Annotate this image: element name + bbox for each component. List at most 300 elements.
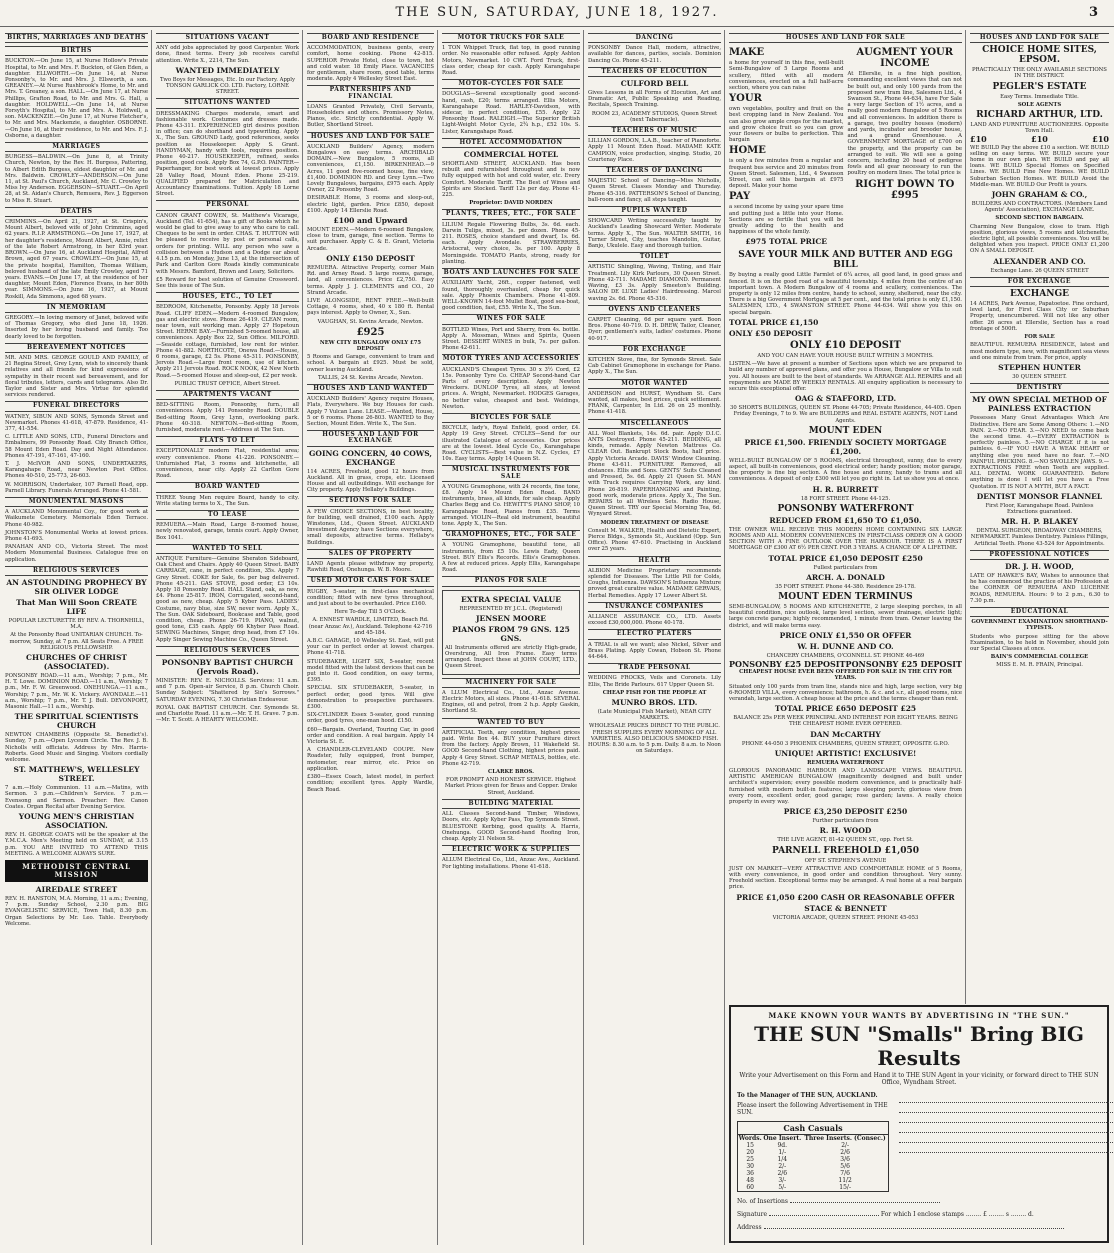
hotel-proprietor: Proprietor: DAVID NORDEN	[469, 200, 553, 207]
ad-headline: PARNELL FREEHOLD £1,050	[771, 845, 920, 856]
church-services: NEWTON CHAMBERS (Opposite St. Benedict's). Sunday, 7 p.m.—Open Lyceum Circle. The Rev. J. B. Nicholls will officiate. Address by Mrs. Harris-Roberts. Good Music and Singing. Visitors cordially welcome.	[5, 732, 148, 764]
agent-name: VAUGHAN, St. Kevins Arcade, Newton.	[317, 318, 424, 325]
section-heading: SECTIONS FOR SALE	[307, 496, 434, 506]
piano-headline: EXTRA SPECIAL VALUE	[461, 594, 561, 604]
page-number: 3	[1088, 5, 1100, 20]
ad-price: ONLY £50 DEPOSIT	[729, 328, 813, 338]
signature-label: Signature	[737, 1211, 768, 1218]
sun-smalls-form	[729, 1005, 1109, 1243]
piano-details: All Instruments offered are strictly High-grade, Overstrung, All Iron Frame. Easy terms arranged. Inspect these at JOHN COURT, LTD., Queen Street.	[445, 644, 577, 670]
section-heading: OVENS AND CLEANERS	[588, 305, 721, 315]
classified-ad: Gives Lessons in all Forms of Elocution, Art and Dramatic Art, Public Speaking and Reading, Recitals, Speech Training.	[588, 90, 721, 109]
agent-name: BAIN'S COMMERCIAL COLLEGE	[990, 654, 1089, 661]
section-heading: BIRTHS, MARRIAGES AND DEATHS	[5, 33, 148, 43]
classified-ad: EXCEPTIONALLY modern Flat, residential area; every convenience. Phone 41-226. PONSONBY.—Unfurnished Flat, 3 rooms and kitchenette, all conveniences, near city. Apply 22 Carlton Gore Road.	[156, 448, 299, 480]
ad-text: Situated only 100 yards from tram line, stands nice and high, large section, very big 6-ROOMED VILLA, every convenience; bathroom, h. & c. and s.r., all good rooms, nice verandah, large section. A cheap house at the price and the terms cheaper than rent.	[729, 683, 962, 702]
section-heading: DEATHS	[5, 207, 148, 217]
section-heading: PIANOS FOR SALE	[442, 576, 580, 586]
classified-ad: BED-SITTING Room, Ponsonby, furn., all conveniences. Apply 141 Ponsonby Road. DOUBLE Bed-sitting Room, Grey Lynn, overlooking park. Phone 40-318. NEWTON.—Bed-sitting Room, furnished, moderate rent.—Address at The Sun.	[156, 402, 299, 433]
section-heading: EDUCATIONAL	[970, 607, 1109, 617]
rates-cell: 1/-	[778, 1149, 787, 1156]
agent-name: ARCH. A. DONALD	[806, 572, 885, 582]
dealer-name: CLARKE BROS.	[488, 769, 534, 776]
ad-text: Possesses Many Great Advantages Which Are Distinctive. Here are Some Among Others: 1.—NO PAIN. 2.—NO FEAR. 3.—NO NEED to come back the second time. 4.—EVERY EXTRACTION is perfectly painless. 5.—NO CHARGE if it is not painless. 6.—IF YOU HAVE A WEAK HEART or anything else you need have no fear. 7.—NO PAINFUL PRICKING. 8.—NO SWOLLEN JAWS. 9.—EXTRACTIONS FREE when Teeth are supplied. ALL DENTAL WORK GUARANTEED. Before anything is done I will let you have a Free Quotation. IT IS NOT A MYTH, BUT A FACT.	[970, 415, 1109, 490]
classified-ad: THREE Young Men require Board, handy to city. Write stating terms to X., The Sun.	[156, 494, 299, 507]
funeral-director-ad: T. J. McIVOR AND SONS, UNDERTAKERS, Karangahape Road, near Newton Post Office. Phones 40-510, 25-773, 26-603.	[5, 460, 148, 480]
agent-details: 18 FORT STREET. Phone 44-125.	[800, 495, 891, 502]
classified-ad: 1 TON Whippet Truck, flat top, in good running order. No reasonable offer refused. Apply Ashton Motors, Newmarket. 10 CWT. Ford Truck, first-class order, cheap for cash. Apply Karangahape Road.	[442, 45, 580, 77]
agent-details: 30 SHORTS BUILDINGS, QUEEN ST. Phone 44-705; Private Residence, 44-405. Open Friday Evenings, 7 to 9. We are BUILDERS and REAL ESTATE AGENTS, NOT Land Agents.	[730, 405, 961, 424]
classified-ad: BICYCLE, lady's, Royal Enfield, good order, £4. Apply 19 Grey Street. CYCLES—Send for our illustrated Catalogue of accessories. Our prices are at the lowest. Ideal Cycle Co., Karangahape Road. CYCLISTS—Best value in N.Z. Cycles, £7 10s. Easy terms. Apply 14 Queen St.	[442, 425, 580, 463]
ad-price: TOTAL PRICE £650 DEPOSIT £25	[774, 704, 917, 714]
ad-subheading: GOVERNMENT EXAMINATION SHORTHAND-TYPISTS.	[971, 619, 1108, 632]
ad-subheading: SECOND SECTION BARGAIN.	[995, 215, 1084, 222]
classified-ad: A.B.C. GARAGE, 10 Wellesley St. East, will put your car in perfect order at lowest charges. Phone 41-718.	[307, 638, 434, 657]
ad-text: WELL-BUILT BUNGALOW OF 5 ROOMS, electrical throughout, sunny, due to every aspect, all built-in conveniences, good electrical order; handy position; motor garage, the property is fine big section. A fine house and sunny, handy to trams and all conveniences. A deposit of only £300 will let you go right in. Let us show you at once.	[729, 457, 962, 483]
column-7	[967, 30, 1112, 1004]
section-heading: HOUSES AND LAND FOR SALE	[970, 33, 1109, 43]
agent-details: First Floor, Karangahape Road. Painless Extractions guaranteed.	[985, 502, 1094, 515]
rates-header: Words.	[738, 1135, 762, 1142]
methodist-logo: METHODIST CENTRAL MISSION	[5, 860, 148, 882]
ad-headline: CHOICE HOME SITES, EPSOM.	[982, 45, 1097, 66]
ad-text: LATE OF HAWKE'S BAY, Wishes to announce that he has commenced the practice of his Profession at the CORNER OF REMUERA AND LUCERNE ROADS, REMUERA. Hours: 9 to 2 p.m., 6.30 to 7.30 p.m.	[970, 572, 1109, 604]
section-heading: MUSICAL INSTRUMENTS FOR SALE	[442, 465, 580, 481]
section-heading: SITUATIONS WANTED	[156, 98, 299, 108]
section-heading: ELECTRIC WORK & SUPPLIES	[442, 845, 580, 855]
section-heading: FLATS TO LET	[156, 436, 299, 446]
ad-text: a home for yourself in this fine, well-built Semi-Bungalow of 5 Large Rooms and scullery, fitted with all modern conveniences, erected on a full half-acre section, where you can raise	[729, 60, 844, 92]
ad-price: RIGHT DOWN TO £995	[855, 178, 955, 201]
column-5	[585, 30, 725, 1245]
rates-cell: 1/4	[777, 1156, 788, 1163]
section-heading: MACHINERY FOR SALE	[442, 678, 580, 688]
classified-ad: SHOWCARD Writing successfully taught by Auckland's Leading Showcard Writer. Moderate terms. Apply X., The Sun. WALTER SMITH, 16 Turner Street, City, teaches Mandolin, Guitar, Banjo, Ukulele. Easy and thorough tuition.	[588, 218, 721, 250]
classified-ad: BOTTLED Wines, Port and Sherry, from 4s. bottle. Apply A. Mossman, Wines and Spirits, Queen Street. DESSERT WINES in bulk, 7s. per gallon. Phone 42-611.	[442, 326, 580, 352]
classified-ad: ARTIFICIAL Teeth, any condition, highest prices paid. Write Box 44. BUY your Furniture direct from the factory. Apply Brown, 11 Wakefield St. GOOD Second-hand Clothing, highest prices paid. Apply 4 Grey Street. SCRAP METALS, bottles, etc. Phone 42-719.	[442, 729, 580, 767]
rates-cell: 2/-	[778, 1163, 787, 1170]
section-heading: MOTOR WANTED	[588, 379, 721, 389]
section-heading: HOUSES AND LAND FOR EXCHANGE	[307, 430, 434, 446]
classified-ad: DRESSMAKING Charges moderate, smart and fashionable work. Costumes and dresses made. Phone 43-311. EXPERIENCED girl desires position in office; can do shorthand and typewriting. Apply X., The Sun. GROUND Lady, good references, seeks position as Housekeeper. Apply S. Grant. HANDYMAN, handy with tools, requires position. Phone 40-217. HOUSEKEEPER, refined, seeks position, good cook. Apply Box 74, G.P.O. PAINTER—Paperhanger, for best work at lowest prices. Apply 28 Valley Road, Mount Eden. Phone 25-219. QUALIFIED prepared for Matriculation and Accountancy Examinations. Tuition. Apply 18 Lorne Street.	[156, 110, 299, 198]
rates-cell: 3/6	[840, 1156, 850, 1163]
section-heading: WINES FOR SALE	[442, 314, 580, 324]
classified-ad: BEDROOM, Kitchenette, Ponsonby. Apply 18 Jervois Road. CLIFF EDEN.—Modern 4-roomed Bungalow, gas and electric stove. Phone 26-419. CLEAN room, near town, suit working man. Apply 27 Hopetoun Street. HERNE BAY.—Furnished 5-roomed house, all conveniences. Apply Box 22, Sun Office. MILFORD.—Seaside cottage, furnished, low rent for winter. Phone 41-882. NORTHCOTE, Onewa Road.—House, 6 rooms, garage, £2 5s. Phone 45-311. PONSONBY, Jervois Road.—Large front room, use of kitchen. Apply 211 Jervois Road. ROCK NOOK, 42 New North Road.—5-roomed House and sleep-out, £2 per week.	[156, 304, 299, 379]
classified-ad: SIX-CYLINDER Essex 5-seater, good running order, good tyres, one-man hood. £150.	[307, 712, 434, 725]
column-4	[439, 30, 584, 1245]
rates-cell: 48	[746, 1177, 754, 1184]
mason-ad: JOHNSTON'S Monumental Works at lowest prices. Phone 41-693.	[5, 529, 148, 543]
section-heading: FUNERAL DIRECTORS	[5, 401, 148, 411]
rates-grid	[738, 1135, 888, 1191]
classified-ad: 5 Rooms and Garage, convenient to tram and school. A bargain at £925. Must be sold, owner leaving Auckland.	[307, 354, 434, 373]
rates-header-row	[738, 1135, 888, 1142]
ad-headline: AUGMENT YOUR INCOME	[856, 47, 954, 70]
rates-row	[738, 1177, 888, 1184]
classified-ad: ANDERSON and HURST, Wyndham St. Cars wanted, all makes, best prices, quick settlement. FRANK, Carpenter, In Ltd. 26 on 25 monthly. Phone 41-418.	[588, 390, 721, 416]
funeral-director-ad: C. LITTLE AND SONS, LTD., Funeral Directors and Embalmers, 99 Ponsonby Road. City Branch Office, 58 Mount Eden Road. Day and Night Attendance. Phones 47-191, 47-161, 47-160.	[5, 434, 148, 459]
classified-ad: AUCKLAND Builders' Agency require Houses, Flats, Everywhere. We buy Houses for cash. Apply 7 Vulcan Lane. LEASE.—Wanted, House, 5 or 6 rooms. Phone 26-803. WANTED to Buy Section, Mount Eden. Write X., The Sun.	[307, 396, 434, 427]
classified-ad: £60—Bargain. Overland, Touring Car, in good order and condition. A real bargain. Apply 14 Victoria St. E.	[307, 726, 434, 746]
section-heading: PLANTS, TREES, ETC., FOR SALE	[442, 209, 580, 219]
classified-ad: AUCKLAND'S Cheapest Tyres. 30 x 3½ Cord, £2 15s. Ponsonby Tyre Co. CHEAP Second-hand Car Parts of every description. Apply Newton Wreckers. DUNLOP Tyres, all sizes, at lowest prices. A. Wright, Newmarket. HODGES Garages, no better value, cheapest and best. Weldings, Newton.	[442, 366, 580, 410]
rates-row	[738, 1156, 888, 1163]
signature-line[interactable]	[737, 1211, 1101, 1218]
section-heading: TEACHERS OF ELOCUTION	[588, 67, 721, 77]
funeral-director-ad: WATNEY, SIBUN AND SONS, Symonds Street and Newmarket. Phones 41-618, 47-879. Residence, 41-377, 41-554.	[5, 413, 148, 432]
classified-ad: REMUERA. Attractive Property, corner Main Rd. and Arney Road. 5 large rooms, garage, land, all conveniences. Price £2,750. Easy terms. Apply J. J. CLEMENTS and CO., 20 Strand Arcade.	[307, 264, 434, 296]
agent-details: BUILDERS AND CONTRACTORS. (Members Land Agents' Association), EXCHANGE LANE.	[971, 201, 1108, 214]
make-home-ad	[729, 45, 844, 248]
classified-ad: ROOM 23, ACADEMY STUDIOS, Queen Street (next Tabernacle).	[591, 110, 718, 123]
ad-word: YOUR	[729, 93, 762, 105]
section-heading: BEREAVEMENT NOTICES	[5, 343, 148, 353]
price-headline: £100 and Upward	[333, 216, 408, 226]
lecture-byline: POPULAR LECTURETTE BY REV. A. THORNHILL, M.A.	[8, 618, 145, 631]
agent-details: PHONE 44-050 3 PHOENIX CHAMBERS, QUEEN STREET, OPPOSITE G.P.O.	[741, 740, 950, 747]
wanted-details: Two Boys for Messages, Etc. In our Factory. Apply TONSON GARLICK CO. LTD. Factory, LORNE STREET.	[160, 76, 295, 96]
classified-ad: LIVE ALONGSIDE, RENT FREE.—Well-built Cottage, 4 rooms, shed, 40 x 180 ft. Rental pays interest. Apply to Owner, X., Sun.	[307, 297, 434, 317]
rates-cell: 30	[746, 1163, 754, 1170]
form-left	[737, 1092, 889, 1192]
section-heading: PARTNERSHIPS AND FINANCIAL	[307, 85, 434, 101]
price-headline: ONLY £150 DEPOSIT	[326, 253, 415, 263]
fish-company: MUNRO BROS. LTD.	[611, 698, 698, 708]
agent-name: W. H. DUNNE AND CO.	[797, 641, 894, 651]
classified-ad: LILIUM Regale Flowering Bulbs, 3s. 6d. each. Darwin Tulips, mixed, 3s. per dozen. Phone 45-211. ROSES, choice standard and dwarf, 1s. 6d. each. Apply Avondale. STRAWBERRIES, Aristocrat, very choice, 3s. per 100. Apply 8 Morningside. TOMATO Plants, strong, ready for planting.	[442, 221, 580, 265]
classified-ad: A YOUNG Gramophone, beautiful tone, all instruments, from £5 10s. Lewis Eady, Queen Street. BUY Ellis's Records. Ellis's Gramophones. A few at reduced prices. Apply Ellis, Karangahape Road.	[442, 542, 580, 574]
section-heading: MARRIAGES	[5, 142, 148, 152]
section-heading: IN MEMORIAM	[5, 303, 148, 313]
ad-headline: PONSONBY WATERFRONT	[777, 503, 914, 514]
section-heading: ELECTRO PLATERS	[588, 629, 721, 639]
agent-details: LAND AND FURNITURE AUCTIONEERS. Opposite Town Hall.	[970, 122, 1109, 135]
mason-ad: PANAHAN AND CO., Victoria Street. The most Modern Monumental Business. Catalogue free on application.	[5, 544, 148, 563]
piano-ad	[442, 590, 580, 675]
agent-name: OAG & STAFFORD, LTD.	[794, 394, 897, 404]
ad-text: Fullest particulars from	[813, 564, 878, 571]
classified-ad: ALLUM Electrical Co., Ltd., Anzac Ave., Auckland. For lighting installations. Phone 41-618.	[442, 857, 580, 870]
section-heading: HEALTH	[588, 556, 721, 566]
ad-text: 14 ACRES, Park Avenue, Papatoetoe. Fine orchard, level land, for First Class City or Suburban Property, unencumbered. Will not like any other offer. 26 acres at Ellerslie, Section has a road frontage of 500ft.	[970, 301, 1109, 332]
piano-sub: REPRESENTED BY J.C.L. (Registered)	[459, 605, 563, 612]
classified-ad: RUGBY, 5-seater, in first-class mechanical condition; fitted with new tyres throughout, and just about to be overhauled. Price £160.	[307, 588, 434, 608]
form-right	[899, 1092, 1114, 1192]
classified-ad: PONSONBY Dance Hall, modern, attractive, available for dances, parties, socials. Dominion Dancing Co. Phone 45-211.	[588, 45, 721, 64]
ad-subheading: MODERN TREATMENT OF DISEASE	[600, 519, 709, 526]
form-subline: Write your Advertisement on this Form and Hand it to THE SUN Agent in your vicinity, or forward direct to THE SUN Office, Wyndham Street.	[739, 1072, 1099, 1086]
price-headline: £925	[356, 326, 385, 338]
agent-name: DENTIST MONSOR FLANNEL	[976, 491, 1103, 501]
section-heading: HOUSES, ETC., TO LET	[156, 292, 299, 302]
ad-headline: PONSONBY £25 DEPOSIT	[729, 658, 846, 669]
section-heading: HOTEL ACCOMMODATION	[442, 138, 580, 148]
church-heading: AIREDALE STREET	[35, 884, 118, 894]
ad-text: BALANCE 25s PER WEEK PRINCIPAL AND INTEREST FOR EIGHT YEARS. BEING THE CHEAPEST HOME EVER OFFERED.	[733, 715, 958, 728]
teacher-name: CULFORD BELL	[620, 79, 689, 89]
rates-table	[737, 1121, 889, 1192]
ponsonby-row	[729, 658, 962, 669]
classified-ad: ALL Classes Second-hand Timber, Windows, Doors, etc. Apply Kyber Pass, Top Symonds Street. BLUESTONE Kerbing, good quality. A. Harris, Onehunga. GOOD Second-hand Roofing Iron, cheap. Apply 21 Nelson St.	[442, 811, 580, 842]
ymca-heading: YOUNG MEN'S CHRISTIAN ASSOCIATION.	[18, 812, 135, 831]
church-heading: ST. MATTHEW'S, WELLESLEY STREET.	[13, 765, 140, 784]
rates-cell: 60	[746, 1184, 754, 1191]
classified-ad: STUDEBAKER, LIGHT SIX, 5-seater, recent model fitted with the latest devices that can be put into it. Good condition, on easy terms, £395.	[307, 658, 434, 684]
ad-headline: MOUNT EDEN TERMINUS	[778, 591, 913, 602]
classified-ad: LAND Agents please withdraw my property, Rawhiti Road, Onehunga. W. B. Moore.	[307, 561, 434, 574]
section-heading: SITUATIONS VACANT	[156, 33, 299, 43]
ad-text: Easy Terms. Immediate Title.	[1000, 93, 1079, 100]
section-heading: DENTISTRY	[970, 383, 1109, 393]
section-heading: WANTED TO SELL	[156, 544, 299, 554]
agent-details: 30 QUEEN STREET.	[1012, 373, 1067, 380]
section-heading: TEACHERS OF MUSIC	[588, 126, 721, 136]
agent-name: DR. J. H. WOOD,	[1005, 561, 1074, 571]
form-insert: Please insert the following Advertisement in THE SUN.	[737, 1102, 888, 1116]
funeral-director-ad: W. MORRISON, Undertaker, 107 Parnell Road, opp. Parnell Library. Funerals Arranged. Phone 41-581.	[5, 481, 148, 494]
agent-details: CHANCERY CHAMBERS, O'CONNELL ST. PHONE 46-469	[766, 652, 925, 659]
section-heading: SALES OF PROPERTY	[307, 549, 434, 559]
rates-title: Cash Casuals	[738, 1122, 888, 1135]
piano-brand: JENSEN MOORE	[475, 613, 547, 623]
classified-ad: REMUERA.—Main Road, Large 8-roomed house, newly renovated, garage, tennis court. Apply Owner, Box 1041.	[156, 522, 299, 541]
rates-row	[738, 1149, 888, 1156]
ad-text: BEAUTIFUL REMUERA RESIDENCE, latest and most modern type, new, with magnificent sea views and one minute from tram. For price, apply	[970, 342, 1109, 361]
ad-headline: PONSONBY £25 DEPOSIT	[845, 658, 962, 669]
ad-word: HOME	[729, 145, 766, 157]
ad-price: PRICE £3,250 DEPOSIT £250	[783, 807, 908, 817]
section-heading: PROFESSIONAL NOTICES	[970, 550, 1109, 560]
rates-cell: 15	[746, 1142, 754, 1149]
rates-cell: 25	[746, 1156, 754, 1163]
classified-ad: AUCKLAND Builders' Agency, modern Bungalows on easy terms. ARCHIBALD DOMAIN.—New Bungalow, 5 rooms, all conveniences, £1,150. BIRKENHEAD.—9 Acres, 11 good five-roomed house, fine view, £1,400. DOMINION RD. and Grey Lynn.—Two Lovely Bungalows, bargains, £975 each. Apply Owner, 22 Ponsonby Road.	[307, 143, 434, 194]
rates-cell: 15/-	[839, 1184, 851, 1191]
church-services: PONSONBY ROAD.—11 a.m., Worship; 7 p.m., Mr. H. T. Lowe. DOMINION ROAD.—11 a.m., Worship; 7 p.m., Mr. F. W. Greenwood. ONEHUNGA.—11 a.m., Worship; 7 p.m., Mr. W. K. Vickery. AVONDALE.—11 a.m., Worship; 7 p.m., Mr. T. J. Bull. DEVONPORT, Masonic Hall.—11 a.m., Worship.	[5, 673, 148, 711]
rates-cell: 2/-	[841, 1142, 850, 1149]
ad-text: Students who purpose sitting for the above Examination, to be held in November, should join our Special Classes at once.	[970, 633, 1109, 652]
classified-ad: CANON GRANT COWEN, St. Matthew's Vicarage, Auckland (Tel. 41-654), has a gift of Books which he would be glad to give away to any who care to call. Cheques to be sent in order. CHAS. T. HUTTON will be pleased to receive by post or personal calls, orders for printing. WILL any person who saw a collision between a Hudson and a Dodge car about 4.15 p.m. on Monday, June 13, at the intersection of Park and Carlton Gore Roads kindly communicate with Messrs. Bamford, Brown and Leary, Solicitors.	[156, 212, 299, 275]
classified-ad: PUBLIC TRUST OFFICE, Albert Street.	[174, 380, 281, 387]
lecture-headline: That Man Will Soon CREATE LIFE	[16, 598, 137, 617]
ad-text: LISTEN.—We have at present a number of Sections upon which we are prepared to build any number of approved plans, and offer you a House, Bungalow or Villa to suit you. All houses are built to the best of standards. We ARRANGE ALL REPAIRS and all repayments are MADE BY WEEKLY RENTALS. All enquiry application is necessary to secure this exceptional offer.	[729, 361, 962, 392]
agent-details: Exchange Lane. 26 QUEEN STREET	[990, 267, 1089, 274]
section-heading: PUPILS WANTED	[588, 206, 721, 216]
rates-row	[738, 1170, 888, 1177]
ad-text: AND YOU CAN HAVE YOUR HOUSE BUILT WITHIN 3 MONTHS.	[757, 352, 934, 359]
bereavement-notice: MR. AND MRS. GEORGE GOULD AND FAMILY, of 21 Regina Street, Grey Lynn, wish to sincerely thank relatives and all friends for kind expressions of sympathy in their recent sad bereavement, and for floral tributes, letters, cards and telegrams. Also Dr. Taylor and Sister and Mrs. Virtue for splendid services rendered.	[5, 354, 148, 399]
section-heading: APARTMENTS VACANT	[156, 390, 299, 400]
ad-headline: MOUNT EDEN	[808, 425, 883, 436]
agent-name: MR. H. P. BLAKEY	[1001, 517, 1078, 527]
column-3	[304, 30, 438, 1245]
ad-headline: UNIQUE! ARTISTIC! EXCLUSIVE!	[774, 748, 917, 758]
rates-cell: 9d.	[777, 1142, 788, 1149]
rates-header: One Insert.	[763, 1135, 802, 1142]
classified-ad: A FEW CHOICE SECTIONS, in best locality, for building, well drained, £100 each. Apply Winstones, Ltd., Queen Street. AUCKLAND Investment Agency have Sections everywhere, small deposits, attractive terms. Hellaby's Buildings.	[307, 508, 434, 546]
section-heading: HOUSES AND LAND FOR SALE	[307, 132, 434, 142]
rates-row	[738, 1163, 888, 1170]
section-heading: BOATS AND LAUNCHES FOR SALE	[442, 268, 580, 278]
ad-price: £10	[1092, 134, 1109, 145]
ad-word: PAY	[729, 191, 751, 203]
marriages-notices: BURGESS—BALDWIN.—On June 8, at Trinity Church, Newton, by the Rev. H. Burgess, Pattering, to Albert Edith Burgess, eldest daughter of Mr. and Mrs. Baldwin. CROWLEY—ANDERSON.—On June 11, at St. Paul's Church, Auckland, Mr. C. Crowley to Miss Ivy Anderson. EGGERSON—STUART.—On April 28, at St. Aidan's Church, Remuera, Rev. J. Eggerson to Miss R. Stuart.	[5, 154, 148, 204]
ad-price: £10	[970, 134, 987, 145]
ad-text-lines[interactable]	[899, 1098, 1114, 1155]
section-heading: TOILET	[588, 252, 721, 262]
ad-note: Here To-day Till 5 O'Clock.	[334, 609, 407, 616]
classified-ad: DESIRABLE Home, 3 rooms and sleep-out, electric light, garden. Price £850, deposit £100. Apply 14 Ellerslie Road.	[307, 195, 434, 214]
lecture-details: At the Ponsonby Road UNITARIAN CHURCH. To-morrow, Sunday, at 7 p.m. All Seats Free. A FREE RELIGIOUS FELLOWSHIP.	[9, 632, 144, 651]
agent-name: ALEXANDER AND CO.	[993, 256, 1086, 266]
classified-ad: ALBION Medicine Proprietary recommends splendid for Diseases. The Little Pill for Colds, Coughs, Influenza. DAWSON'S Influenza Mixture proved great curative value. MADAME GERVAIS, Herbal Remedies. Apply 17 Lower Albert St.	[588, 567, 721, 599]
agent-name: RICHARD ARTHUR, LTD.	[976, 110, 1103, 121]
church-heading: CHURCHES OF CHRIST (ASSOCIATED).	[26, 653, 127, 672]
form-top: MAKE KNOWN YOUR WANTS BY ADVERTISING IN "THE SUN."	[768, 1011, 1070, 1020]
rates-cell: 36	[746, 1170, 754, 1177]
lecture-headline: AN ASTOUNDING PROPHECY BY SIR OLIVER LODGE	[6, 578, 147, 597]
classified-ad: £5 Reward for best solution of Genuine Crossword. See this issue of The Sun.	[156, 276, 299, 289]
section-heading: GRAMOPHONES, ETC., FOR SALE	[442, 530, 580, 540]
ad-price: PRICE ONLY £1,550 OR OFFER	[779, 630, 912, 640]
church-heading: THE SPIRITUAL SCIENTISTS CHURCH	[14, 712, 139, 731]
church-services: REV. H. RANSTON, M.A. Morning, 11 a.m.; Evening, 7 p.m. Sunday School, 2.30 p.m. BIG EVANGELISTIC SERVICE, Town Hall, 8.30 p.m. Organ Selections by Mr. Leo. Tahle. Everybody Welcome.	[5, 895, 148, 927]
column-2	[153, 30, 303, 1245]
dealer-address: A. ENNEST WARDLE, LIMITED, Beach Rd. (near Anzac Av.), Auckland. Telephone 42-716 and 45-184.	[308, 617, 433, 636]
insertions-label: No. of Insertions	[737, 1198, 788, 1205]
ad-headline: MY OWN SPECIAL METHOD OF PAINLESS EXTRACTION	[972, 395, 1107, 414]
classified-ad: £380—Essex Coach, latest model, in perfect condition; excellent tyres. Apply Wardle, Beach Road.	[307, 774, 434, 793]
ad-subheading: OFF ST. STEPHEN'S AVENUE	[804, 857, 887, 864]
ad-text: PRACTICALLY THE ONLY AVAILABLE SECTIONS IN THE DISTRICT.	[972, 67, 1107, 80]
section-heading: MISCELLANEOUS	[588, 419, 721, 429]
ymca-details: REV. H. GEORGE COATS will be the speaker at the Y.M.C.A. Men's Meeting held on SUNDAY, at 3.15 p.m. YOU ARE INVITED TO ATTEND THIS MEETING. A WELCOME ALWAYS SURE.	[5, 832, 148, 857]
rates-cell: 11/2	[838, 1177, 852, 1184]
section-heading: FOR EXCHANGE	[970, 277, 1109, 287]
ad-text: JUST ON MARKET—VERY ATTRACTIVE AND COMFORTABLE HOME of 5 Rooms, with every convenience, in good order and condition throughout. Very sunny. Freehold section. Exceptional terms may be arranged. A real home at a real bargain price.	[729, 865, 962, 891]
piano-prices: PIANOS FROM 79 GNS. 125 GNS.	[452, 624, 570, 643]
agent-name: STEPHEN HUNTER	[998, 362, 1081, 372]
agent-name: R. H. WOOD	[819, 826, 872, 836]
ad-word: MAKE	[729, 47, 765, 59]
ad-text: is only a few minutes from a regular and frequent bus service and 20 minutes from Queen Street. Salesmen, Ltd., 4 Swanson Street, can sell this bargain at £975 deposit. Make your home	[729, 158, 844, 190]
classified-ad: DOUGLAS—Several exceptionally good second-hand, cash, £20; terms arranged. Ellis Motors, Karangahape Road. HARLEY-Davidson, with sidecar, in perfect condition, £55. Apply 22 Ponsonby Road. RALEIGH.—The Superior British Light-Weight Motor Cycle, 2¾ h.p., £52 10s. S. Lister, Karangahape Road.	[442, 91, 580, 135]
rates-row	[738, 1142, 888, 1149]
agent-details: DENTAL SURGEON, BROADWAY CHAMBERS, NEWMARKET. Painless Dentistry. Painless Fillings, Artificial Teeth. Phone 43-524 for Appointments.	[970, 528, 1109, 547]
section-heading: TEACHERS OF DANCING	[588, 166, 721, 176]
mason-ad: A AUCKLAND Monumental Coy., for good work at Waikumete Cemetery. Memorials Eden Terrace. Phone 40-982.	[5, 509, 148, 528]
ten-pound-row	[970, 134, 1109, 145]
section-heading: RELIGIOUS SERVICES	[5, 566, 148, 576]
section-heading: USED MOTOR CARS FOR SALE	[307, 576, 434, 586]
classified-ad: A LLUM Electrical Co., Ltd., Anzac Avenue. Electric Motors, all sizes. Phone 41-618. SEVERAL Engines, oil and petrol, from 2 h.p. Apply Gaskin, Shortland St.	[442, 689, 580, 715]
ad-subheading: REMUERA WATERFRONT	[807, 759, 884, 766]
rates-cell: 2/6	[777, 1170, 788, 1177]
agent-details: VICTORIA ARCADE, QUEEN STREET. PHONE 45-053	[772, 914, 919, 921]
hotel-details: SHORTLAND STREET, AUCKLAND. Has been rebuilt and refurnished throughout and is now fully equipped with hot and cold water, etc. Every Comfort. Moderate Tariff. The Best of Wines and Spirits are Stocked. Tariff 12s per day. Phone 41-225.	[442, 161, 580, 199]
section-heading: WANTED TO BUY	[442, 718, 580, 728]
classified-ad: ACCOMMODATION, business gents, every comfort, home cooking. Phone 42-815. SUPERIOR Private Hotel, close to town, hot and cold water. 18 Emily Place. VACANCIES for gentlemen, share room, good table, terms moderate. Apply 4 Wellesley Street East.	[307, 45, 434, 83]
masthead-title: THE SUN, SATURDAY, JUNE 18, 1927.	[395, 5, 719, 20]
augment-ad	[848, 45, 963, 248]
enclose-label: For which I enclose stamps ........ £ ........ s ........ d.	[880, 1211, 1034, 1218]
exchange-headline: GOING CONCERN, 40 COWS, EXCHANGE	[309, 448, 432, 467]
form-headline: THE SUN "Smalls" Bring BIG Results	[754, 1022, 1084, 1070]
ad-price: REDUCED FROM £1,650 TO £1,050.	[769, 515, 922, 525]
ad-price: TOTAL PRICE £1,050 DEPOSIT £250	[768, 553, 923, 563]
address-label: Address	[737, 1224, 762, 1231]
ad-text: WE BUILD Pay the above £10 a section. WE BUILD selling on easy terms. WE BUILD secure your home in our own plan. WE BUILD and pay all loans. WE BUILD Special Homes on Specified Lines. WE BUILD Fine New Homes. WE BUILD Suburban Section Homes. WE BUILD Avoid the Middle-man. WE BUILD Our Profit is yours.	[970, 144, 1109, 188]
ad-text: own vegetables, poultry and fruit on the best cropping land in New Zealand. You can also grow ample crops for the market, and grow choice fruit so you can grow your flowers or bulbs to perfection. This bargain	[729, 106, 844, 144]
section-heading: BICYCLES FOR SALE	[442, 413, 580, 423]
form-to: To the Manager of THE SUN, AUCKLAND.	[737, 1092, 878, 1099]
rates-cell: 7/6	[840, 1170, 850, 1177]
ad-text: SEMI-BUNGALOW, 5 ROOMS AND KITCHENETTE, 2 large sleeping porches, in all beautiful condition, nice outlook, large level section, sewer drainage, electric light; large concrete garage; highly recommended, 1 minute from tram. Owner leaving the district, and will make terms easy.	[729, 603, 962, 629]
classified-ad: (Late Municipal Fish Market), NEAR CITY MARKETS.	[597, 709, 712, 722]
classified-ad: MAJESTIC School of Dancing—Miss Nicholls, Queen Street. Classes Monday and Thursday. Phone 45-316. PATTERSON'S School of Dancing, ball-room and fancy, all steps taught.	[588, 178, 721, 203]
rates-cell: 5/6	[840, 1163, 850, 1170]
section-heading: HOUSES AND LAND WANTED	[307, 384, 434, 394]
classified-ad: SPECIAL SIX STUDEBAKER, 5-seater, in perfect order, good tyres. Will give demonstration to prospective purchasers. £300.	[307, 685, 434, 711]
deaths-notices: CRIMMINS.—On April 21, 1927, at St. Crispin's, Mount Albert, beloved wife of John Crimmins, aged 62 years. R.I.P. ARMSTRONG.—On June 17, 1927, at her daughter's residence, Mount Albert, Annie, relict of the late Robert Armstrong, in her 83rd year. BROWN.—On June 16, at Auckland Hospital, Alfred Brown, aged 67 years. CROWLEY.—On June 15, at the private hospital, Hamilton, Thomas William, beloved husband of the late Emily Crowley, aged 71 years. EVANS.—On June 17, at the residence of her daughter, Mount Eden, Florence Evans, in her 80th year. SIMMONS.—On June 16, 1927, at Mount Roskill, Ada Simmons, aged 68 years.	[5, 219, 148, 300]
classified-ad: A CHANDLER-CLEVELAND COUPE. New Roadster, fully equipped, front bumper, motometer, rear mirror, etc. Price on application.	[307, 747, 434, 772]
classified-ad: CARPET Cleaning, 6d per square yard. Boon Bros. Phone 40-719. D. H. DREW, Tailor, Cleaner, Dyer; gentlemen's suits, ladies' costumes. Phone 40-917.	[588, 316, 721, 342]
column-1	[2, 30, 152, 1245]
classified-ad: A YOUNG Gramophone, with 24 records, fine tone, £8. Apply 14 Mount Eden Road. BAND instruments, brass, all kinds, for sale cheap. Apply Charles Begg and Co. HEWITT'S PIANO SHOP, 10 Karangahape Road, Pianos from £35. Terms arranged. VIOLIN—Real old instrument, beautiful tone. Apply X., The Sun.	[442, 483, 580, 527]
section-heading: BIRTHS	[5, 46, 148, 56]
agent-name: JOHN GRAHAM & CO.,	[991, 190, 1088, 200]
classified-ad: ARTISTIC Shingling, Waving, Tinting, and Hair Treatment. Lily Kirk Parlours, 30 Queen Street. Phone 42-711. MADAME DIAMOND. Permanent Waving, £3 3s. Apply Smeeton's Building. SALON DE LUXE Ladies' Hairdressing. Marcel waving 2s. 6d. Phone 45-316.	[588, 264, 721, 302]
agent-name: TALLIS, 24 St. Kevins Arcade, Newton.	[317, 374, 424, 381]
agent-details: 35 FORT STREET. Phone 44-380. Residence 29-178.	[775, 583, 916, 590]
section-heading: BOARD AND RESIDENCE	[307, 33, 434, 43]
make-home-row	[729, 45, 962, 248]
ad-price: TOTAL PRICE £1,150	[729, 317, 819, 327]
classified-ad: 114 ACRES, Freehold, good 12 hours from Auckland. All in grass, crops, etc. Licensed House and all outbuildings. Will exchange for City property. Apply Hellaby's Buildings.	[307, 468, 434, 494]
church-services: ROYAL OAK BAPTIST CHURCH. Cnr. Symonds St. and Charlotte Road. 11 a.m.—Mr. T. H. Grave. 7 p.m.—Mr. T. Scott. A HEARTY WELCOME.	[156, 704, 299, 724]
section-heading: PERSONAL	[156, 200, 299, 210]
ad-headline: EXCHANGE	[1009, 289, 1070, 300]
masthead	[0, 0, 1114, 27]
church-services: MINISTER: REV. E. NICHOLLS. Services: 11 a.m. and 7 p.m. Open-air Service, 8 p.m. Church Choir. Sunday Subject: "Shattered by Sin's Sorrows." SATURDAY EVENING, 7.30 Christian Endeavour.	[156, 678, 299, 703]
rates-row	[738, 1184, 888, 1191]
classified-ad: KITCHEN Stove, fine, for Symonds Street. Sale Cab Cabinet Gramophone in exchange for Piano. Apply X., The Sun.	[588, 356, 721, 376]
ad-headline: PEGLER'S ESTATE	[992, 81, 1087, 92]
rates-cell: 2/6	[840, 1149, 850, 1156]
classified-ad: ALLIANCE ASSURANCE CO., LTD. Assets exceed £30,000,000. Phone 40-178.	[588, 614, 721, 627]
dealer-details: FOR PROMPT AND HONEST SERVICE. Highest Market Prices given for Brass and Copper. Drake Street, Auckland.	[444, 777, 578, 796]
ad-subheading: FOR SALE	[1024, 334, 1055, 341]
section-heading: TRADE PERSONAL	[588, 663, 721, 673]
classified-ad: ANTIQUE Furniture—Genuine Sheraton Sideboard, Oak Chest and Chairs. Apply 40 Queen Street. BABY CARRIAGE, cane, in perfect condition, 35s. Apply 7 Grey Street. COKE for Sale, 6s. per bag delivered. Phone 45-211. GAS STOVE, good order, £3 10s. Apply 18 Ponsonby Road. HALL Stand, oak, as new, £4. Phone 25-817. IRON, Corrugated, second-hand, good as new, cheap. Apply 5 Kyber Pass. LADIES' Costume, navy blue, size SW, never worn. Apply X., The Sun. OAK Sideboard, Bookcase and Table, good condition, cheap. Phone 26-719. PIANO, walnut, good tone, £35 cash. Apply 66 Khyber Pass Road. SEWING Machines, Singer, drop head, from £7 10s. Apply Singer Sewing Machine Co., Queen Street.	[156, 556, 299, 643]
section-heading: TO LEASE	[156, 510, 299, 520]
ad-headline: SAVE YOUR MILK AND BUTTER AND EGG BILL	[738, 250, 953, 271]
classified-ad: WEDDING FROCKS, Veils and Coronets. Lily Ellis, The Bride Parlours. 617 Upper Queen St.	[588, 675, 721, 688]
ad-text: THE OWNER WILL RECEIVE THIS MODERN HOME CONTAINING SIX LARGE ROOMS AND ALL MODERN CONVENIENCES IN FIRST-CLASS ORDER ON A GOOD SECTION WITH A FINE OUTLOOK OVER THE HARBOUR. THERE IS A FIRST MORTGAGE OF £300 AT 6½ PER CENT. FOR 3 YEARS. A CHANCE OF A LIFETIME.	[729, 526, 962, 552]
ad-subheading: CHEAP FISH FOR THE PEOPLE AT	[602, 689, 707, 696]
section-heading: MONUMENTAL MASONS	[5, 497, 148, 507]
ad-price: £10	[1031, 134, 1048, 145]
rates-cell: 5/-	[778, 1184, 787, 1191]
classified-ad: WHOLESALE PRICES DIRECT TO THE PUBLIC. FRESH SUPPLIES EVERY MORNING OF ALL VARIETIES. ALSO DELICIOUS SMOKED FISH. HOURS: 8.30 a.m. to 5 p.m. Daily. 8 a.m. to Noon on Saturdays.	[588, 723, 721, 755]
section-heading: MOTOR-CYCLES FOR SALE	[442, 79, 580, 89]
form-body	[737, 1092, 1101, 1192]
insertions-line[interactable]	[737, 1198, 1101, 1205]
agent-name: DAN McCARTHY	[810, 729, 881, 739]
agent-name: H. R. BURRETT	[812, 484, 879, 494]
ad-price: £975 TOTAL PRICE	[745, 237, 828, 247]
column-6	[726, 30, 966, 1004]
address-line[interactable]	[737, 1224, 1101, 1231]
